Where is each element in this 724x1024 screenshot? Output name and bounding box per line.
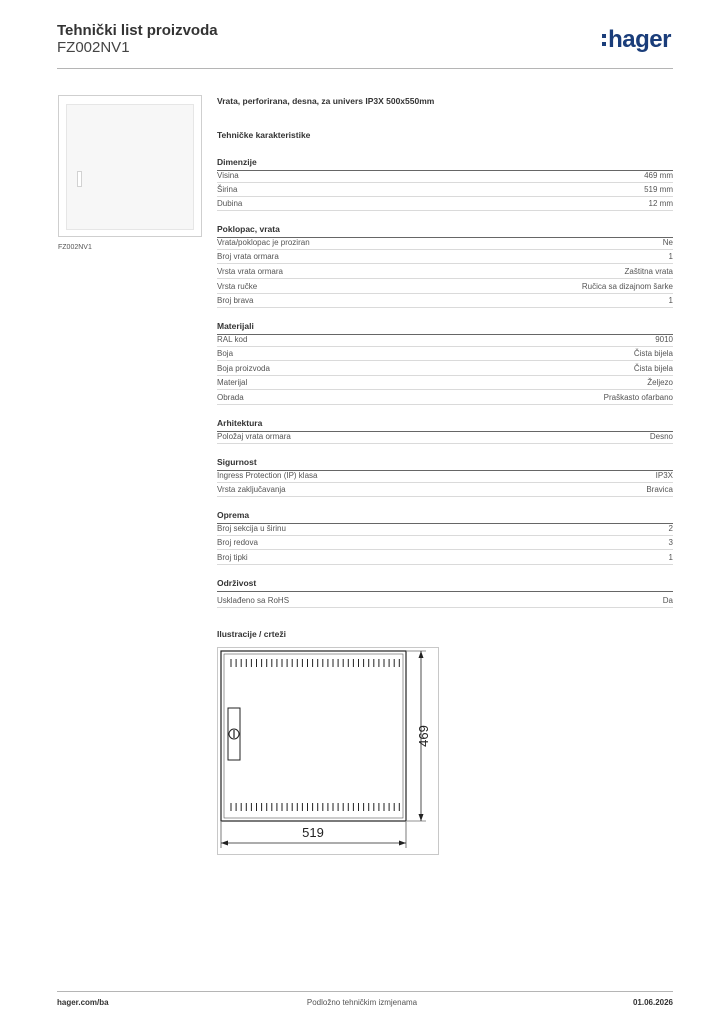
spec-row (217, 265, 673, 279)
section-title-sustainability: Održivost (217, 578, 257, 588)
spec-label: Boja proizvoda (217, 364, 270, 373)
spec-value: Praškasto ofarbano (603, 393, 673, 402)
spec-label: Materijal (217, 378, 248, 387)
spec-label: Visina (217, 171, 239, 180)
spec-row (217, 169, 673, 183)
illustrations-title: Ilustracije / crteži (217, 629, 286, 639)
spec-value: IP3X (655, 471, 673, 480)
spec-label: Usklađeno sa RoHS (217, 596, 290, 605)
spec-label: Broj tipki (217, 553, 248, 562)
spec-row (217, 347, 673, 361)
spec-value: Zaštitna vrata (624, 267, 673, 276)
spec-row (217, 391, 673, 405)
spec-value: Desno (649, 432, 673, 441)
door-handle-icon (77, 171, 82, 187)
spec-label: Dubina (217, 199, 243, 208)
spec-row (217, 333, 673, 347)
spec-row (217, 430, 673, 444)
width-arrow-left (221, 841, 228, 846)
spec-value: Čista bijela (633, 364, 673, 373)
spec-value: 3 (668, 538, 673, 547)
technical-drawing-svg (218, 648, 438, 854)
door-panel-image (66, 104, 194, 230)
spec-row (217, 376, 673, 390)
spec-row (217, 183, 673, 197)
width-dimension-label: 519 (302, 825, 324, 840)
document-title: Tehnički list proizvoda (57, 22, 218, 39)
width-arrow-right (399, 841, 406, 846)
spec-value: 1 (668, 553, 673, 562)
page-header (57, 20, 673, 68)
spec-label: Vrsta vrata ormara (217, 267, 283, 276)
spec-row (217, 280, 673, 294)
spec-value: Čista bijela (633, 349, 673, 358)
spec-value: Željezo (647, 378, 673, 387)
product-code: FZ002NV1 (57, 39, 130, 56)
spec-value: 2 (668, 524, 673, 533)
door-inner-outline (224, 654, 403, 818)
spec-value: 469 mm (644, 171, 673, 180)
spec-row (217, 594, 673, 608)
section-title-dimensions: Dimenzije (217, 157, 257, 167)
spec-value: 12 mm (648, 199, 673, 208)
spec-row (217, 483, 673, 497)
spec-label: Broj sekcija u širinu (217, 524, 286, 533)
footer-date: 01.06.2026 (632, 998, 673, 1007)
technical-features-title: Tehničke karakteristike (217, 130, 311, 140)
spec-row (217, 250, 673, 264)
spec-value: Bravica (646, 485, 673, 494)
spec-label: Broj brava (217, 296, 254, 305)
product-description: Vrata, perforirana, desna, za univers IP3X 500x550mm (217, 96, 435, 106)
section-title-materials: Materijali (217, 321, 254, 331)
spec-label: RAL kod (217, 335, 248, 344)
spec-value: 1 (668, 296, 673, 305)
bottom-perforation-slots (231, 803, 399, 811)
section-title-cover-door: Poklopac, vrata (217, 224, 280, 234)
spec-label: Broj vrata ormara (217, 252, 279, 261)
spec-value: Da (662, 596, 673, 605)
spec-label: Vrata/poklopac je proziran (217, 238, 310, 247)
spec-row (217, 536, 673, 550)
header-divider (57, 68, 673, 69)
spec-label: Širina (217, 185, 238, 194)
spec-label: Boja (217, 349, 234, 358)
hager-logo (602, 26, 671, 54)
section-title-architecture: Arhitektura (217, 418, 263, 428)
spec-row (217, 362, 673, 376)
logo-dots-icon (602, 31, 606, 47)
spec-row (217, 197, 673, 211)
product-image (58, 95, 202, 237)
logo-text: hager (608, 26, 671, 53)
footer-divider (57, 991, 673, 992)
spec-row (217, 294, 673, 308)
height-arrow-bottom (419, 814, 424, 821)
spec-row (217, 551, 673, 565)
height-dimension-label: 469 (416, 725, 431, 747)
footer-website: hager.com/ba (57, 998, 109, 1007)
spec-value: Ručica sa dizajnom šarke (581, 282, 673, 291)
spec-value: 519 mm (644, 185, 673, 194)
height-arrow-top (419, 651, 424, 658)
spec-row (217, 236, 673, 250)
section-title-safety: Sigurnost (217, 457, 257, 467)
spec-label: Obrada (217, 393, 244, 402)
technical-drawing (217, 647, 439, 855)
product-image-caption: FZ002NV1 (58, 244, 92, 251)
spec-label: Položaj vrata ormara (217, 432, 291, 441)
section-title-equipment: Oprema (217, 510, 250, 520)
spec-label: Vrsta ručke (217, 282, 258, 291)
spec-row (217, 469, 673, 483)
spec-row (217, 522, 673, 536)
door-outline (221, 651, 406, 821)
spec-label: Ingress Protection (IP) klasa (217, 471, 318, 480)
spec-label: Vrsta zaključavanja (217, 485, 286, 494)
spec-value: 1 (668, 252, 673, 261)
spec-label: Broj redova (217, 538, 258, 547)
top-perforation-slots (231, 659, 399, 667)
spec-value: Ne (662, 238, 673, 247)
footer-notice: Podložno tehničkim izmjenama (306, 998, 418, 1007)
spec-value: 9010 (655, 335, 673, 344)
